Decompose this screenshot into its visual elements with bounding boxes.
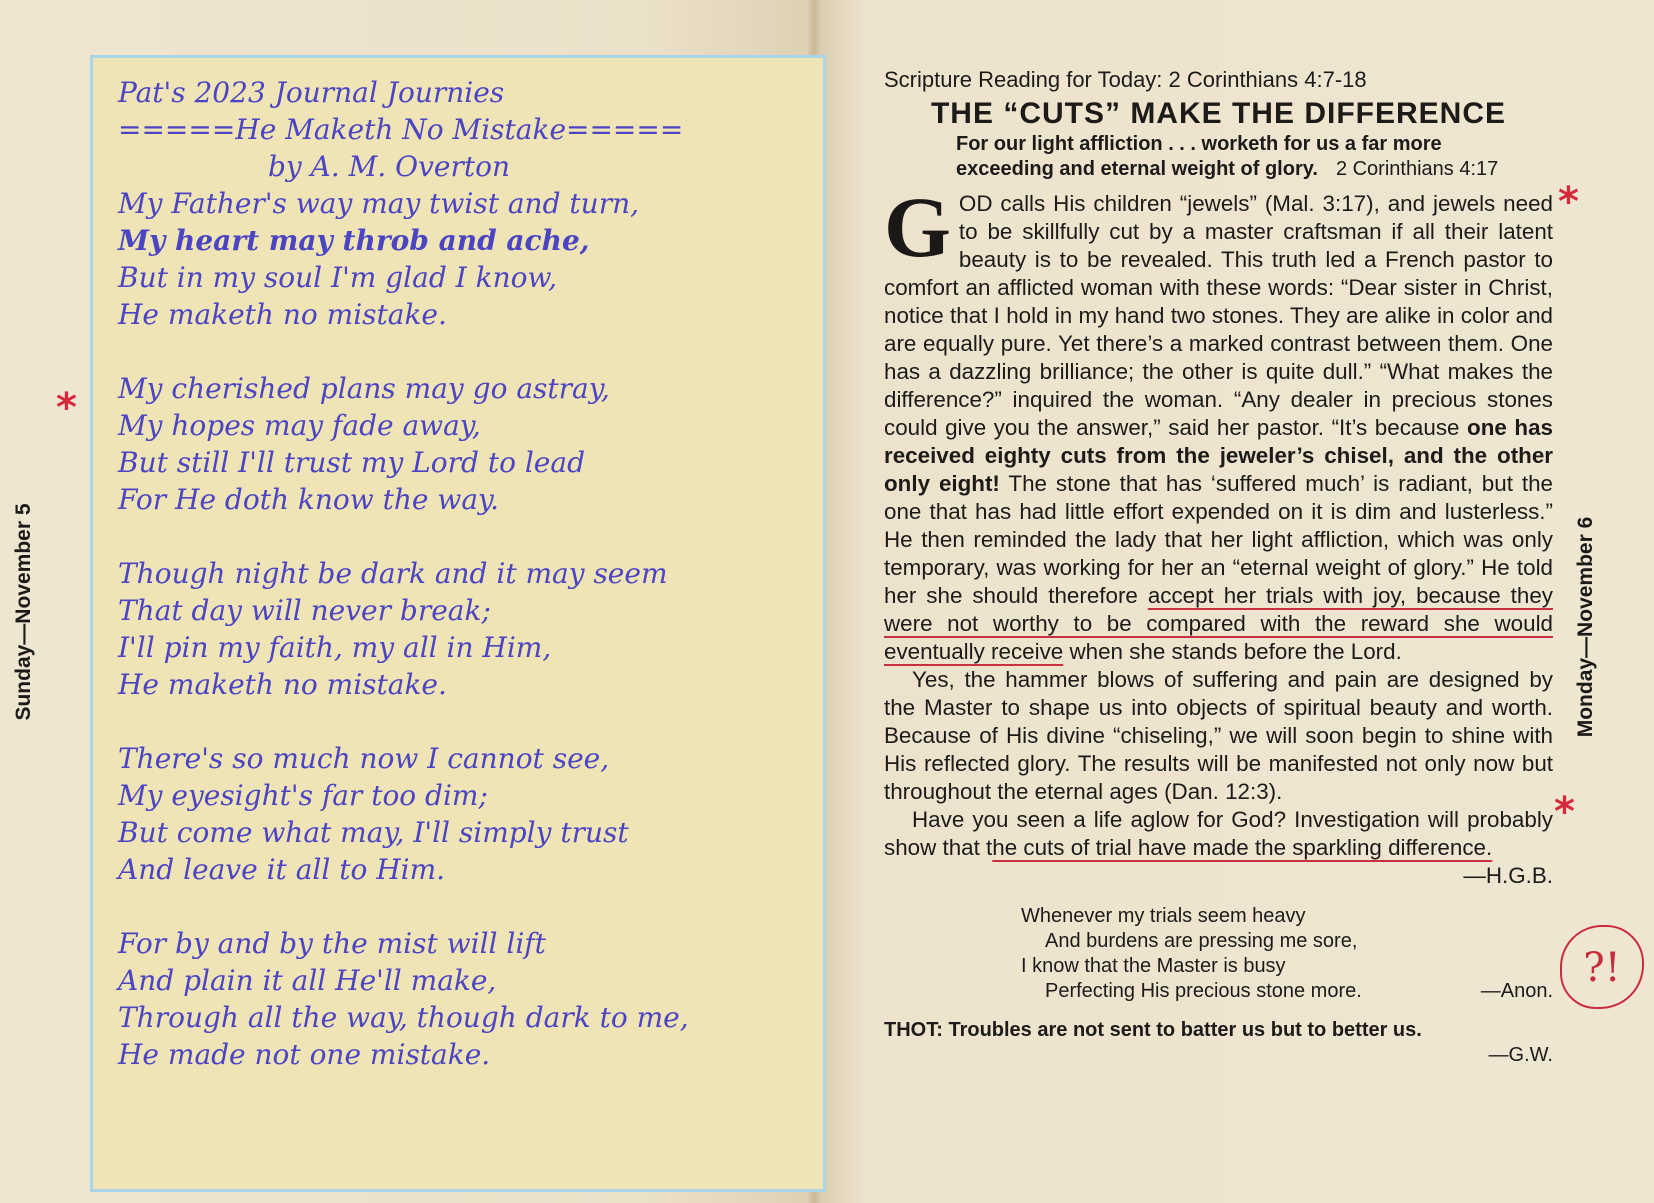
thot-line: THOT: Troubles are not sent to batter us but to better us. — [884, 1019, 1422, 1041]
poem-header: Pat's 2023 Journal Journies — [118, 76, 505, 109]
devotion-column — [884, 66, 1553, 1068]
drop-cap: G — [884, 179, 951, 275]
author-signature: —H.G.B. — [1463, 863, 1553, 888]
bold-emphasis: one has received eighty cuts from the jeweler’s chisel, and the other only eight! — [884, 415, 1553, 496]
stanza-gap — [118, 703, 818, 740]
poem-line: But in my soul I'm glad I know, — [118, 261, 558, 294]
poem-line: I'll pin my faith, my all in Him, — [118, 631, 552, 664]
stanza-gap — [118, 333, 818, 370]
red-star-annotation: * — [1558, 179, 1579, 225]
poem-line: My cherished plans may go astray, — [118, 372, 610, 405]
verse-reference: 2 Corinthians 4:17 — [1335, 158, 1499, 180]
poem-title: =====He Maketh No Mistake===== — [118, 113, 684, 146]
stanza-gap — [118, 888, 818, 925]
poem-line: Though night be dark and it may seem — [118, 557, 668, 590]
paragraph-2: Yes, the hammer blows of suffering and pain are designed by the Master to shape us into objects of spiritual beauty and worth. Because of His divine “chiseling,” we will soon begin to shine with His reflected glory. The results will be manifested not only now but throughout the eternal ages (Dan. 12:3). — [884, 667, 1553, 804]
poem-line: But still I'll trust my Lord to lead — [118, 446, 585, 479]
poem-line: My hopes may fade away, — [118, 409, 481, 442]
devotion-title: THE “CUTS” MAKE THE DIFFERENCE — [930, 97, 1506, 130]
poem-line: For by and by the mist will lift — [118, 927, 546, 960]
poem-line: That day will never break; — [118, 594, 491, 627]
poem-text — [118, 74, 818, 1073]
closing-poem: Whenever my trials seem heavy And burdens are pressing me sore, I know that the Master is busy Perfecting His precious stone more. —Anon. — [1021, 905, 1553, 1002]
poem-line: For He doth know the way. — [118, 483, 500, 516]
red-star-annotation: * — [56, 385, 77, 431]
poem-line: Through all the way, though dark to me, — [118, 1001, 689, 1034]
poem-line: My Father's way may twist and turn, — [118, 187, 640, 220]
question-exclaim-bubble: ?! — [1560, 925, 1644, 1009]
paragraph-1: GOD calls His children “jewels” (Mal. 3:17), and jewels need to be skillfully cut by a master craftsman if all their latent beauty is to be revealed. This truth led a French pastor to comfort an afflicted woman with these words: “Dear sister in Christ, notice that I hold in my hand two stones. They are alike in color and are equally pure. Yet there’s a marked contrast between them. One has a dazzling brilliance; the other is quite dull.” “What makes the difference?” inquired the woman. “Any dealer in precious stones could give you the answer,” said her pastor. “It’s because one has received eighty cuts from the jeweler’s chisel, and the other only eight! The stone that has ‘suffered much’ is radiant, but the one that has had little effort expended on it is dim and lusterless.” He then reminded the lady that her light affliction, which was only temporary, was working for her an “eternal weight of glory.” He told her she should therefore accept her trials with joy, because they were not worthy to be compared with the reward she would eventually receive when she stands before the Lord. — [884, 179, 1554, 664]
poem-line: There's so much now I cannot see, — [118, 742, 610, 775]
poem-line: My heart may throb and ache, — [118, 224, 590, 257]
poem-line: He maketh no mistake. — [118, 668, 447, 701]
poem-line: He made not one mistake. — [118, 1038, 491, 1071]
left-date-label: Sunday—November 5 — [12, 503, 35, 721]
thot-attribution: —G.W. — [1488, 1044, 1553, 1066]
paragraph-3: Have you seen a life aglow for God? Investigation will probably show that the cuts of trial have made the sparkling difference. — [884, 807, 1553, 860]
underlined-text: he cuts of trial have made the sparkling difference. — [992, 835, 1493, 860]
poem-line: He maketh no mistake. — [118, 298, 447, 331]
poem-line: And leave it all to Him. — [118, 853, 446, 886]
underlined-text: accept her trials with joy, because they were not worthy to be compared with the reward she would eventually receive — [884, 583, 1554, 664]
poem-attribution: —Anon. — [1480, 980, 1553, 1002]
poem-line: But come what may, I'll simply trust — [118, 816, 629, 849]
stanza-gap — [118, 518, 818, 555]
scripture-reading: Scripture Reading for Today: 2 Corinthians 4:7-18 — [884, 67, 1367, 92]
poem-line: And plain it all He'll make, — [118, 964, 497, 997]
poem-card — [90, 55, 826, 1192]
poem-line: My eyesight's far too dim; — [118, 779, 488, 812]
poem-byline: by A. M. Overton — [268, 150, 511, 183]
key-verse: For our light affliction . . . worketh for us a far more exceeding and eternal weight of glory. 2 Corinthians 4:17 — [956, 133, 1499, 180]
devotion-body — [884, 179, 1554, 890]
right-date-label: Monday—November 6 — [1574, 516, 1597, 738]
red-star-annotation: * — [1554, 789, 1575, 835]
